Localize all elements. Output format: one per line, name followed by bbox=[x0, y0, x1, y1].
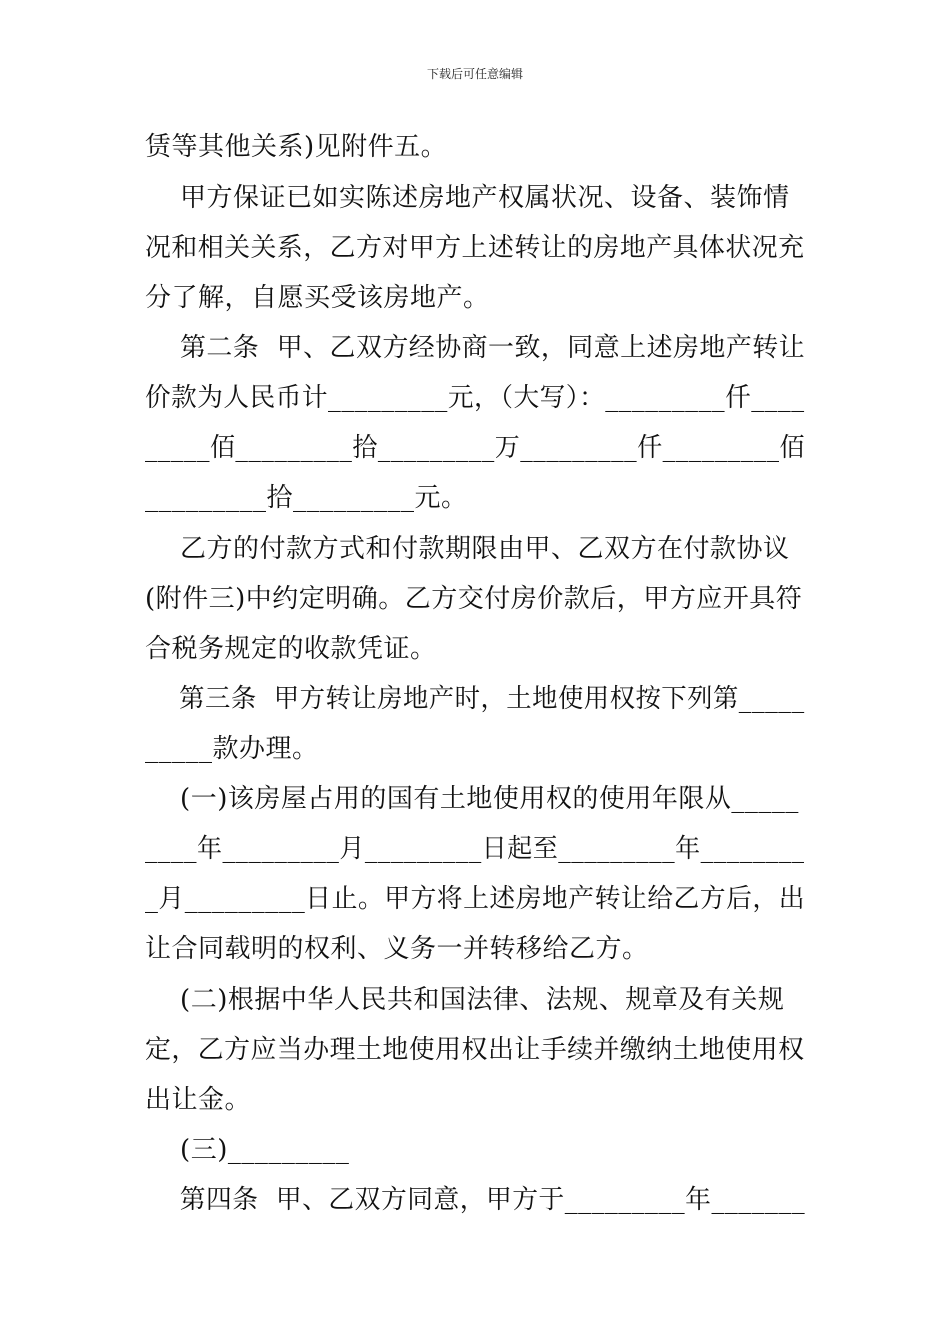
text-line: _________拾_________元。 bbox=[145, 483, 468, 513]
text-line: _____佰_________拾_________万_________仟_________佰 bbox=[145, 433, 806, 463]
text-line: 第三条 甲方转让房地产时，土地使用权按下列第_____ bbox=[145, 684, 805, 714]
text-line: (一)该房屋占用的国有土地使用权的使用年限从_____ bbox=[145, 784, 799, 814]
text-line: 第二条 甲、乙双方经协商一致，同意上述房地产转让 bbox=[145, 333, 806, 363]
text-line: 甲方保证已如实陈述房地产权属状况、设备、装饰情 bbox=[145, 183, 790, 213]
text-line: 第四条 甲、乙双方同意，甲方于_________年_______ bbox=[145, 1185, 806, 1215]
text-line: 乙方的付款方式和付款期限由甲、乙双方在付款协议 bbox=[145, 534, 790, 564]
text-line: 况和相关关系，乙方对甲方上述转让的房地产具体状况充 bbox=[145, 233, 805, 263]
text-line: 价款为人民币计_________元，（大写）：_________仟____ bbox=[145, 383, 805, 413]
text-line: 出让金。 bbox=[145, 1085, 252, 1115]
text-line: (附件三)中约定明确。乙方交付房价款后，甲方应开具符 bbox=[145, 584, 803, 614]
text-line: 赁等其他关系)见附件五。 bbox=[145, 132, 448, 162]
page-header: 下载后可任意编辑 bbox=[426, 67, 523, 81]
text-line: _____款办理。 bbox=[145, 734, 319, 764]
text-line: 合税务规定的收款凭证。 bbox=[145, 634, 437, 664]
text-line: _月_________日止。甲方将上述房地产转让给乙方后，出 bbox=[145, 884, 806, 914]
text-line: (三)_________ bbox=[145, 1135, 350, 1165]
text-line: ____年_________月_________日起至_________年________ bbox=[145, 834, 805, 864]
text-line: 分了解，自愿买受该房地产。 bbox=[145, 283, 490, 313]
text-line: 让合同载明的权利、义务一并转移给乙方。 bbox=[145, 934, 649, 964]
text-line: (二)根据中华人民共和国法律、法规、规章及有关规 bbox=[145, 985, 785, 1015]
text-line: 定，乙方应当办理土地使用权出让手续并缴纳土地使用权 bbox=[145, 1035, 805, 1065]
